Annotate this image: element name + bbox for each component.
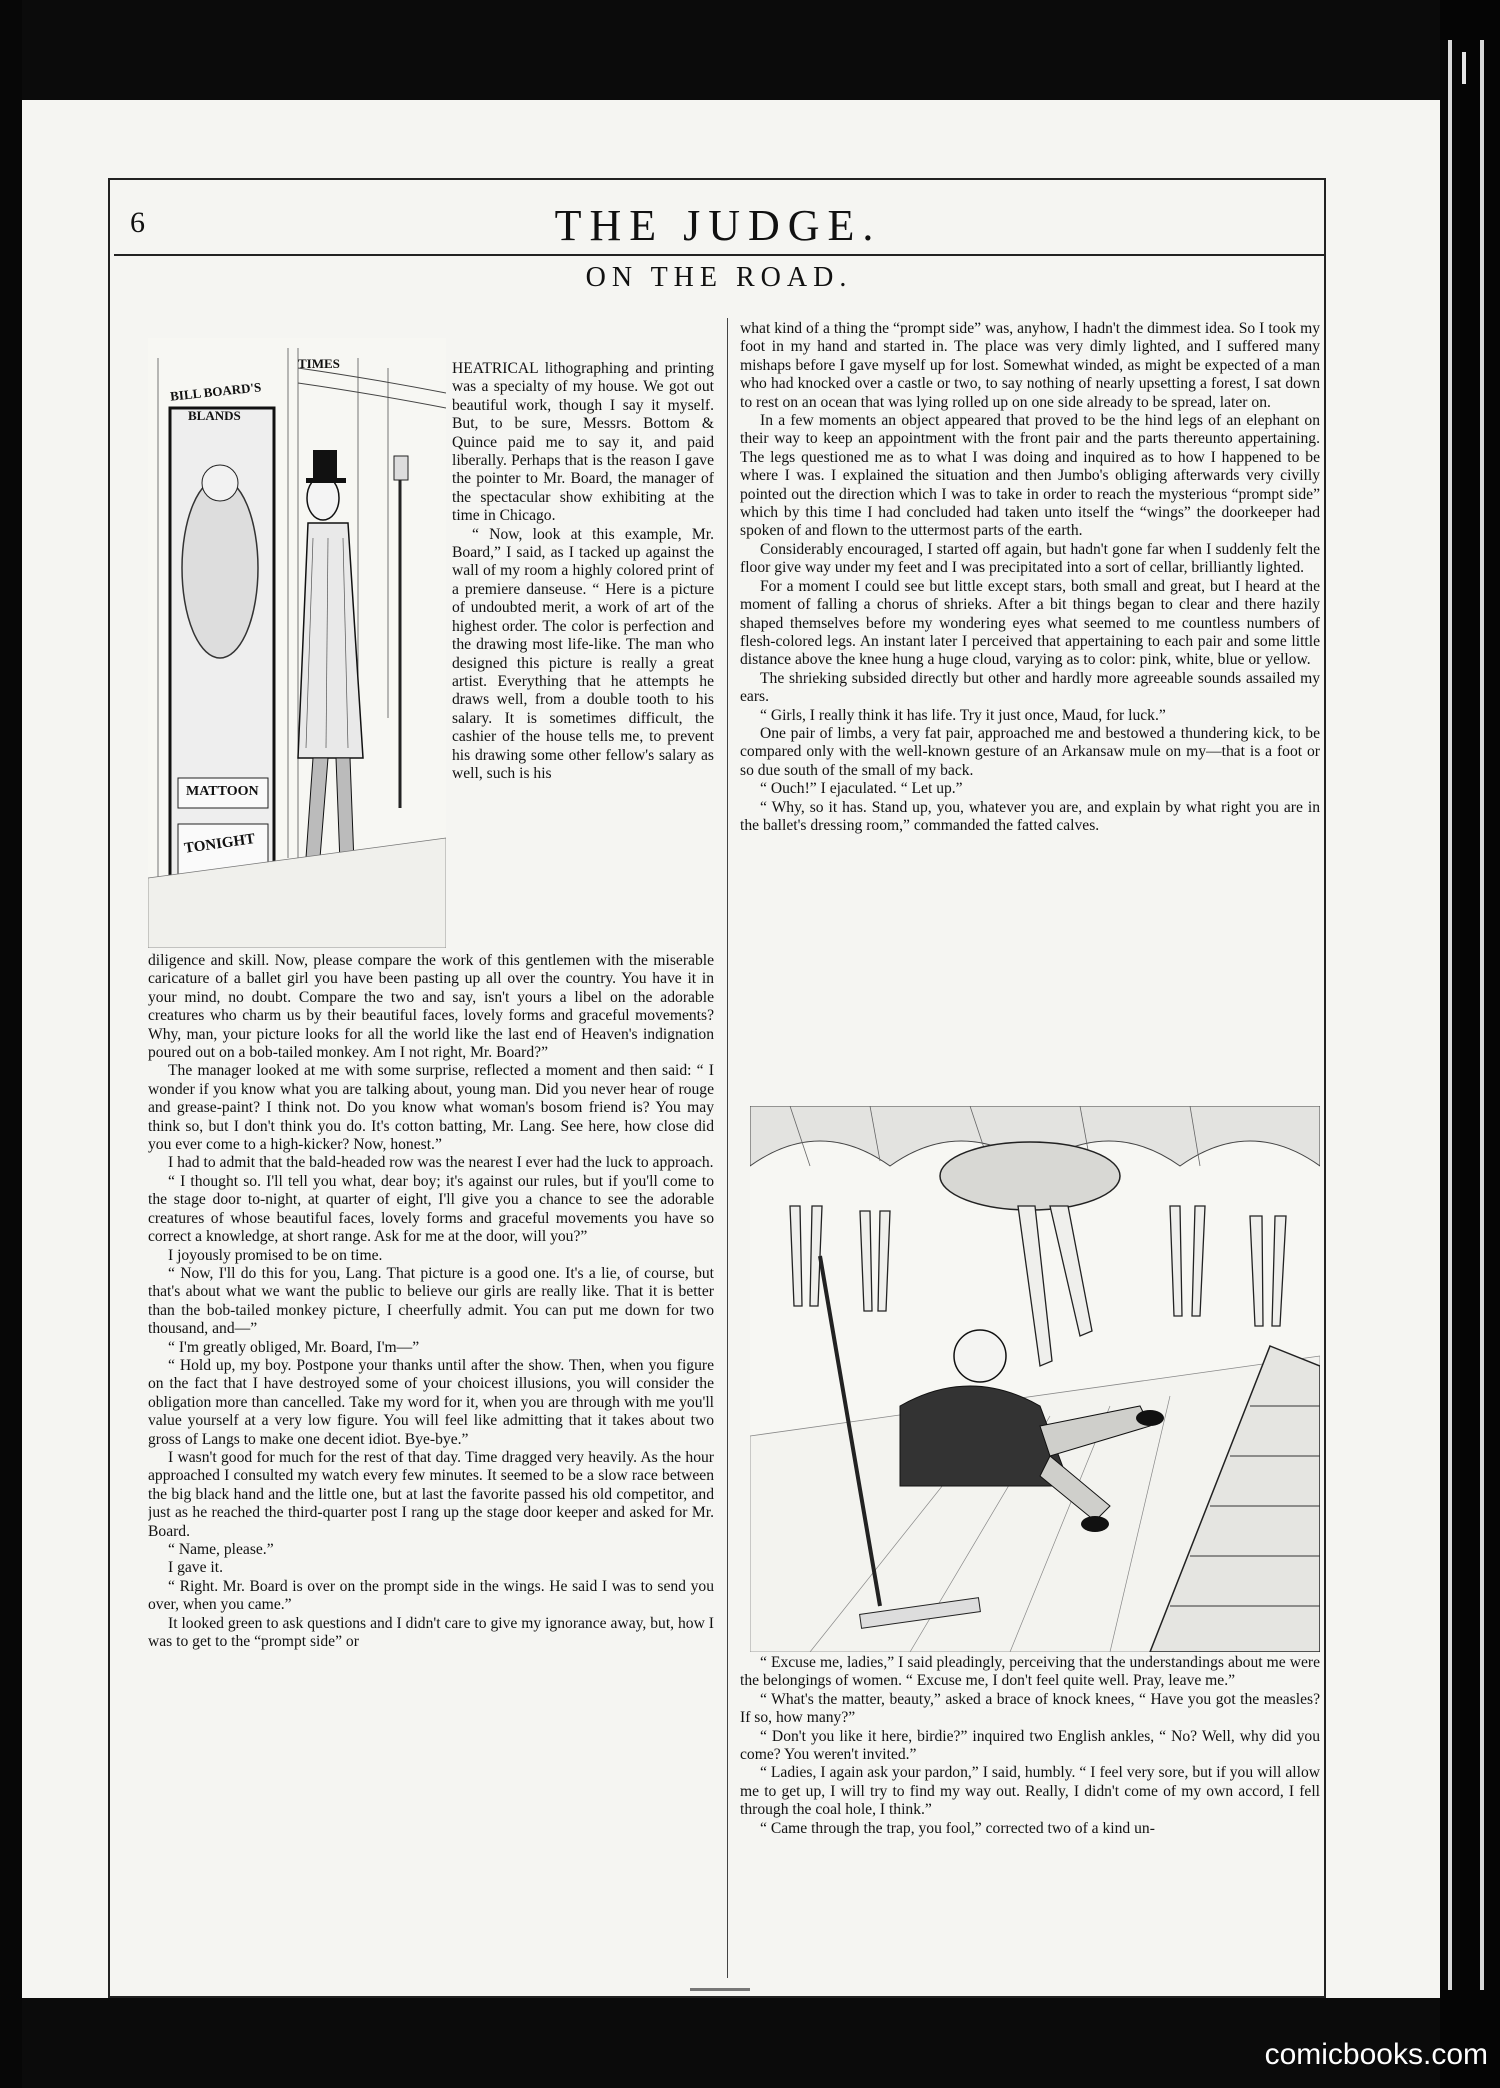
- paragraph: what kind of a thing the “prompt side” was, anyhow, I hadn't the dimmest idea. So I took my foot in my hand and started in. The place was very dimly lighted, and I suffered many mishaps before I gave myself up for lost. Somewhat winded, as might be expected of a man who had knocked over a castle or two, to say nothing of nearly upsetting a forest, I sat down to rest on an ocean that was lying rolled up on one side already to be spread, later on.: [740, 320, 1320, 411]
- paragraph: I had to admit that the bald-headed row was the nearest I ever had the luck to approach.: [168, 1154, 714, 1172]
- scan-border-right: [1440, 0, 1500, 2088]
- paragraph: “ Don't you like it here, birdie?” inquired two English ankles, “ No? Well, why did you come? You weren't invited.”: [740, 1727, 1320, 1764]
- paragraph: “ I'm greatly obliged, Mr. Board, I'm—”: [168, 1338, 420, 1356]
- paragraph: It looked green to ask questions and I didn't care to give my ignorance away, but, how I was to get to the “prompt side” or: [148, 1614, 714, 1651]
- paragraph: I wasn't good for much for the rest of that day. Time dragged very heavily. As the hour approached I consulted my watch every few minutes. It seemed to be a slow race between the big black hand and the little one, but at last the favorite passed his old competitor, and just as he reached the third-quarter post I rang up the stage door keeper and asked for Mr. Board.: [148, 1448, 714, 1540]
- page-header: [114, 200, 1322, 252]
- paragraph: I joyously promised to be on time.: [168, 1246, 383, 1264]
- paragraph: “ Excuse me, ladies,” I said pleadingly, perceiving that the understandings about me were the belongings of women. “ Excuse me, I don't feel quite well. Pray, leave me.”: [740, 1654, 1320, 1690]
- paragraph: “ Now, I'll do this for you, Lang. That picture is a good one. It's a lie, of course, but that's about what we want the public to believe our girls are really like. That it is better than the bob-tailed monkey picture, I cheerfully admit. You can put me down for two thousand, and—”: [148, 1264, 714, 1338]
- scan-mark: [1462, 52, 1466, 84]
- paragraph: In a few moments an object appeared that proved to be the hind legs of an elephant on their way to keep an appointment with the front pair and the parts thereunto appertaining. The legs questioned me as to what I was doing and inquired as to how I happened to be where I was. I explained the situation and then Jumbo's obliging afterwards very civilly pointed out the direction which I was to take in order to reach the mysterious “prompt side” which by this time I had concluded had taken unto itself the “wings” the doorkeeper had spoken of and flown to the uttermost parts of the earth.: [740, 412, 1320, 540]
- paragraph: Considerably encouraged, I started off again, but hadn't gone far when I suddenly felt the floor give way under my feet and I was precipitated into a sort of cellar, brilliantly lighted.: [740, 540, 1320, 577]
- watermark: comicbooks.com: [1264, 2038, 1488, 2071]
- paragraph: For a moment I could see but little except stars, both small and great, but I heard at the moment of falling a chorus of shrieks. After a bit things began to clear and there hazily shaped themselves before my wondering eyes what seemed to me countless numbers of flesh-colored legs. An instant later I perceived that appertaining to each pair and some little distance above the knee hung a huge cloud, varying as to color: pink, white, blue or yellow.: [740, 577, 1320, 669]
- adjacent-page-edge: [1448, 40, 1452, 1990]
- scan-border-left: [0, 0, 22, 2088]
- footer-mark: [690, 1988, 750, 1991]
- paragraph: “ Girls, I really think it has life. Try it just once, Maud, for luck.”: [760, 706, 1166, 724]
- adjacent-page-edge: [1480, 40, 1484, 1990]
- poster-text: BILL BOARD'S: [169, 379, 262, 404]
- paragraph: “ Hold up, my boy. Postpone your thanks until after the show. Then, when you figure on the fact that I have destroyed some of your choicest illusions, you will consider the obligation more than cancelled. Take my word for it, when you are through with me you'll value yourself at a very low figure. You will feel like admitting that it takes about two gross of Langs to make one decent idiot. Bye-bye.”: [148, 1356, 714, 1448]
- page-number: 6: [130, 206, 145, 239]
- paragraph: “ I thought so. I'll tell you what, dear boy; it's against our rules, but if you'll come to the stage door to-night, at quarter of eight, I'll give you a chance to see the adorable creatures of whose beautiful faces, lovely forms and graceful movements you have so correct a knowledge, at short range. Ask for me at the door, will you?”: [148, 1172, 714, 1246]
- illustration-ballet-fall: [750, 1106, 1320, 1652]
- article-column-right-bottom: [740, 1654, 1320, 1974]
- paragraph: “ Ouch!” I ejaculated. “ Let up.”: [760, 780, 963, 798]
- sign-text: TIMES: [298, 356, 340, 371]
- poster-banner: MATTOON: [186, 784, 259, 799]
- paragraph: diligence and skill. Now, please compare the work of this gentlemen with the miserable caricature of a ballet girl you have been pasting up all over the country. You have it in your mind, no doubt. Compare the two and say, isn't yours a libel on the adorable creatures who charm us by their beautiful faces, lovely forms and graceful movements? Why, man, your picture looks for all the world like the last end of Heaven's indignation poured out on a bob-tailed monkey. Am I not right, Mr. Board?”: [148, 952, 714, 1062]
- article-title: ON THE ROAD.: [585, 262, 853, 293]
- paragraph: The manager looked at me with some surprise, reflected a moment and then said: “ I wonder if you know what you are talking about, young man. Did you never hear of rouge and grease-paint? I think not. Do you know what woman's bosom friend is? You may think so, but I don't think you do. It's cotton batting, Mr. Lang. See here, how close did you ever come to a high-kicker? Now, honest.”: [148, 1062, 714, 1154]
- poster-text: BLANDS: [188, 408, 241, 423]
- illustration-man-at-poster: [148, 338, 446, 948]
- header-rule: [114, 254, 1324, 256]
- article-column-right-top: [740, 320, 1320, 1100]
- paragraph: The shrieking subsided directly but other and hardly more agreeable sounds assailed my ears.: [740, 669, 1320, 706]
- article-column-left: [148, 952, 714, 1984]
- paragraph: HEATRICAL lithographing and printing was a specialty of my house. We got out beautiful work, though I say it myself. But, to be sure, Messrs. Bottom & Quince paid me to say it, and paid liberally. Perhaps that is the reason I gave the pointer to Mr. Board, the manager of the spectacular show exhibiting at the time in Chicago.: [452, 360, 714, 525]
- paragraph: “ Why, so it has. Stand up, you, whatever you are, and explain by what right you are in the ballet's dressing room,” commanded the fatted calves.: [740, 798, 1320, 834]
- article-column-left-top: [452, 360, 714, 952]
- paragraph: “ Came through the trap, you fool,” corrected two of a kind un-: [760, 1819, 1155, 1837]
- paragraph: One pair of limbs, a very fat pair, approached me and bestowed a thundering kick, to be compared only with the well-known gesture of an Arkansaw mule on my—that is a foot or so due south of the small of my back.: [740, 724, 1320, 779]
- masthead: THE JUDGE.: [554, 201, 882, 250]
- paragraph: “ Name, please.”: [168, 1541, 274, 1558]
- paragraph: “ Now, look at this example, Mr. Board,” I said, as I tacked up against the wall of my room a highly colored print of a premiere danseuse. “ Here is a picture of undoubted merit, a work of art of the highest order. The color is perfection and the drawing most life-like. The man who designed this picture is really a great artist. Everything that he attempts he draws well, from a double tooth to his salary. It is sometimes difficult, the cashier of the house tells me, to prevent his drawing some other fellow's salary as well, such is his: [452, 525, 714, 782]
- poster-footer: TONIGHT: [183, 831, 257, 857]
- paragraph: I gave it.: [168, 1559, 223, 1577]
- paragraph: “ What's the matter, beauty,” asked a brace of knock knees, “ Have you got the measles? If so, how many?”: [740, 1690, 1320, 1727]
- paragraph: “ Right. Mr. Board is over on the prompt side in the wings. He said I was to send you over, when you came.”: [148, 1577, 714, 1614]
- paragraph: “ Ladies, I again ask your pardon,” I said, humbly. “ I feel very sore, but if you will allow me to get up, I will try to find my way out. Really, I didn't come of my own accord, I fell through the coal hole, I think.”: [740, 1764, 1320, 1819]
- column-divider: [727, 318, 728, 1978]
